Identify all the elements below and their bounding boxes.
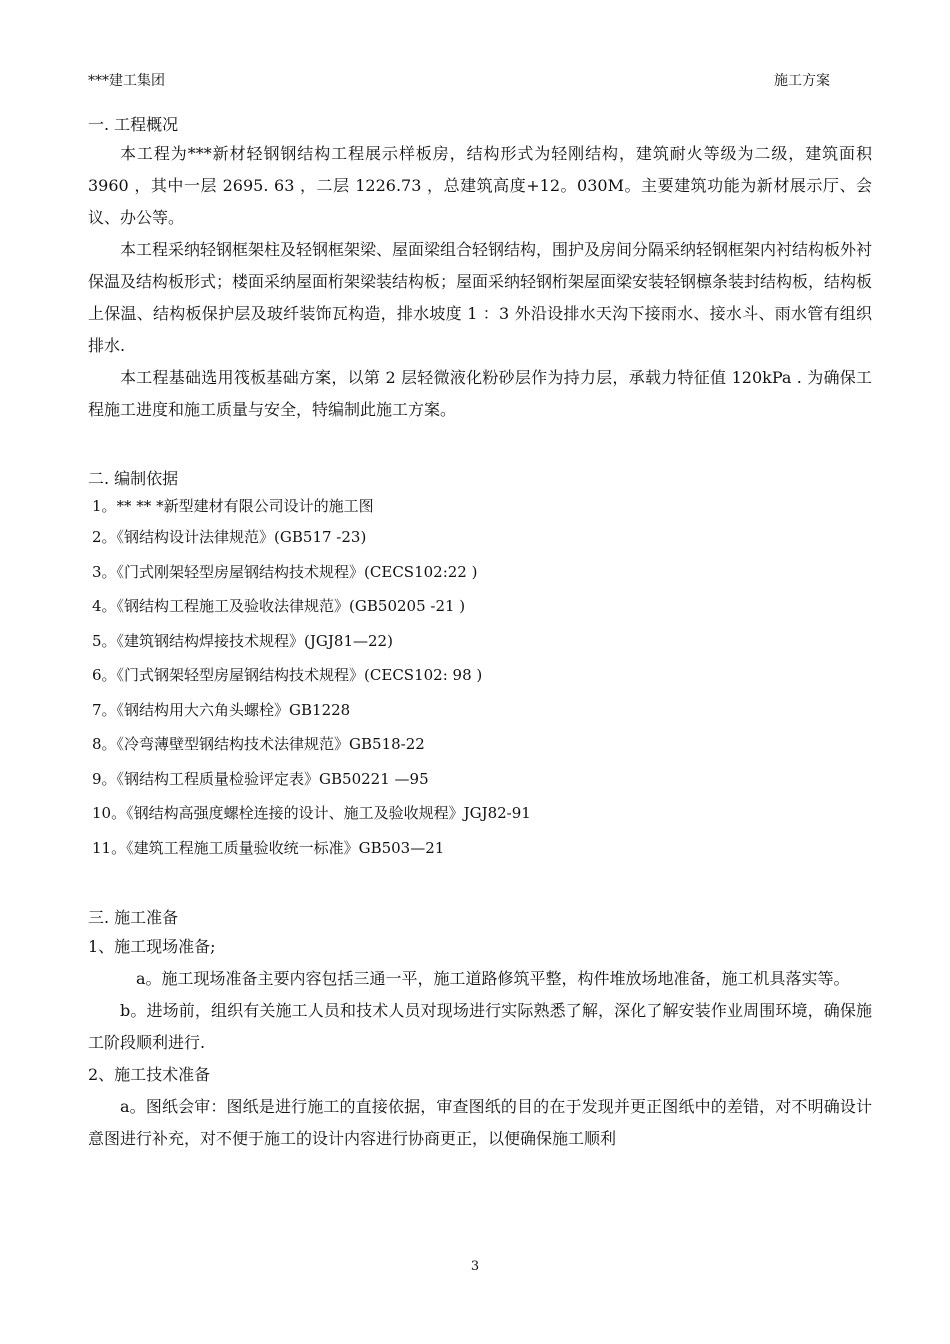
list-item: 3。《门式刚架轻型房屋钢结构技术规程》(CECS102:22 ) xyxy=(92,562,478,581)
section-title-overview: 一. 工程概况 xyxy=(88,115,179,134)
technical-item-a: a。图纸会审：图纸是进行施工的直接依据，审查图纸的目的在于发现并更正图纸中的差错，对不明确设计意图进行补充，对不便于施工的设计内容进行协商更正，以便确保施工顺利 xyxy=(88,1097,872,1148)
site-item-a: a。施工现场准备主要内容包括三通一平，施工道路修筑平整，构件堆放场地准备，施工机具落实等。 xyxy=(136,969,850,988)
list-item: 10。《钢结构高强度螺栓连接的设计、施工及验收规程》JGJ82-91 xyxy=(92,804,531,822)
section-title-preparation: 三. 施工准备 xyxy=(88,908,179,927)
page-number: 3 xyxy=(470,1259,480,1274)
document-body xyxy=(88,112,872,1155)
header-company: ***建工集团 xyxy=(88,73,165,89)
overview-paragraph-2: 本工程采纳轻钢框架柱及轻钢框架梁、屋面梁组合轻钢结构，围护及房间分隔采纳轻钢框架内衬结构板外衬保温及结构板形式；楼面采纳屋面桁架梁装结构板；屋面采纳轻钢桁架屋面梁安装轻钢檩条装封结构板，结构板上保温、结构板保护层及玻纤装饰瓦构造，排水坡度 1 ：3 外沿设排水天沟下接雨水、接水斗、雨水管有组织排水. xyxy=(88,240,873,355)
list-item: 9。《钢结构工程质量检验评定表》GB50221 —95 xyxy=(92,769,429,788)
overview-paragraph-3: 本工程基础选用筏板基础方案，以第 2 层轻微液化粉砂层作为持力层，承载力特征值 120kPa . 为确保工程施工进度和施工质量与安全，特编制此施工方案。 xyxy=(88,368,872,419)
header-doc-type: 施工方案 xyxy=(774,73,830,89)
list-item: 5。《建筑钢结构焊接技术规程》(JGJ81—22) xyxy=(92,631,393,650)
section-spacer xyxy=(88,867,872,905)
site-item-b: b。进场前，组织有关施工人员和技术人员对现场进行实际熟悉了解，深化了解安装作业周围环境，确保施工阶段顺利进行. xyxy=(88,1001,872,1052)
list-item: 1。** ** *新型建材有限公司设计的施工图 xyxy=(92,497,374,515)
list-item: 8。《冷弯薄壁型钢结构技术法律规范》GB518-22 xyxy=(92,735,425,753)
section-spacer xyxy=(88,426,872,466)
overview-paragraph-1: 本工程为***新材轻钢钢结构工程展示样板房，结构形式为轻刚结构，建筑耐火等级为二级，建筑面积 3960 ，其中一层 2695. 63 ，二层 1226.73 ，总建筑高度+12。030M。主要建筑功能为新材展示厅、会议、办公等。 xyxy=(88,144,872,227)
list-item: 6。《门式钢架轻型房屋钢结构技术规程》(CECS102: 98 ) xyxy=(92,666,483,684)
page-header xyxy=(88,70,830,92)
basis-list xyxy=(88,492,872,867)
subsection-title-technical: 2、施工技术准备 xyxy=(88,1065,211,1084)
list-item: 7。《钢结构用大六角头螺栓》GB1228 xyxy=(92,700,351,719)
section-title-basis: 二. 编制依据 xyxy=(88,469,179,488)
list-item: 2。《钢结构设计法律规范》(GB517 -23) xyxy=(92,528,367,546)
list-item: 11。《建筑工程施工质量验收统一标准》GB503—21 xyxy=(92,838,445,857)
list-item: 4。《钢结构工程施工及验收法律规范》(GB50205 -21 ) xyxy=(92,597,466,615)
subsection-title-site: 1、施工现场准备; xyxy=(88,937,216,956)
